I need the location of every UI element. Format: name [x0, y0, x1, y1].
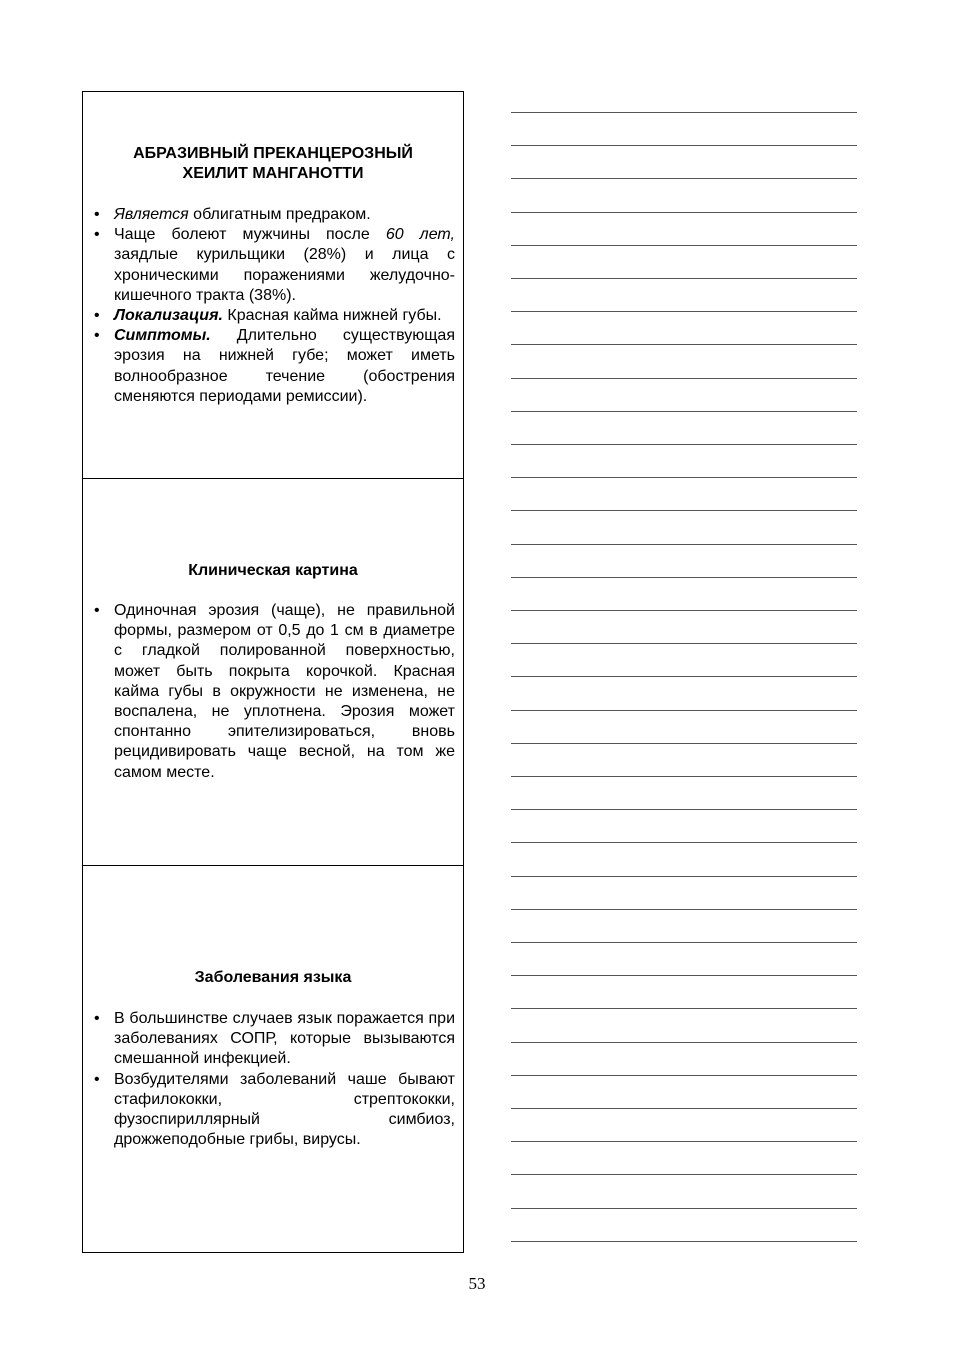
- bullet-text: Возбудителями заболеваний чаше бывают стафилококки, стрептококки, фузоспириллярный симбиоз, дрожжеподобные грибы, вирусы.: [114, 1070, 455, 1149]
- note-line: [511, 710, 857, 711]
- note-line: [511, 212, 857, 213]
- note-line: [511, 1108, 857, 1109]
- note-lines: [511, 0, 857, 1350]
- bullet-text: Является: [114, 206, 189, 223]
- note-line: [511, 411, 857, 412]
- note-line: [511, 477, 857, 478]
- card-title: АБРАЗИВНЫЙ ПРЕКАНЦЕРОЗНЫЙ ХЕИЛИТ МАНГАНОТТИ: [133, 145, 413, 182]
- note-line: [511, 544, 857, 545]
- note-line: [511, 444, 857, 445]
- bullet-text: Локализация.: [114, 307, 223, 325]
- bullet-text: В большинстве случаев язык поражается при заболеваниях СОПР, которые вызываются смешанной инфекцией.: [114, 1010, 455, 1068]
- bullet-list: [91, 205, 455, 407]
- note-line: [511, 643, 857, 644]
- note-line: [511, 178, 857, 179]
- note-line: [511, 1075, 857, 1076]
- slide-notes-column: [82, 91, 464, 1253]
- note-line: [511, 278, 857, 279]
- note-line: [511, 942, 857, 943]
- note-line: [511, 1174, 857, 1175]
- note-line: [511, 510, 857, 511]
- note-line: [511, 1008, 857, 1009]
- note-line: [511, 112, 857, 113]
- bullet-text: Красная кайма нижней губы.: [222, 307, 442, 325]
- card-title: Заболевания языка: [194, 969, 352, 986]
- note-line: [511, 876, 857, 877]
- note-line: [511, 311, 857, 312]
- bullet-text: Длительно существующая эрозия на нижней губе; может иметь волнообразное течение (обострения сменяются периодами ремиссии).: [114, 327, 455, 405]
- note-line: [511, 245, 857, 246]
- bullet-item: [91, 205, 455, 225]
- note-line: [511, 610, 857, 611]
- note-line: [511, 909, 857, 910]
- note-line: [511, 577, 857, 578]
- bullet-item: [91, 1070, 455, 1151]
- bullet-list: [91, 601, 455, 783]
- card-tongue-diseases: [83, 866, 463, 1252]
- bullet-item: [91, 326, 455, 407]
- bullet-item: [91, 601, 455, 783]
- bullet-item: [91, 225, 455, 306]
- note-line: [511, 809, 857, 810]
- note-line: [511, 743, 857, 744]
- bullet-list: [91, 1009, 455, 1150]
- bullet-text: Одиночная эрозия (чаще), не правильной формы, размером от 0,5 до 1 см в диаметре с гладкой полированной поверхностью, может быть покрыта корочкой. Красная кайма губы в окружности не изменена, не воспалена, не уплотнена. Эрозия может спонтанно эпителизироваться, вновь рецидивировать чаще весной, на том же самом месте.: [114, 602, 455, 781]
- note-line: [511, 975, 857, 976]
- note-line: [511, 776, 857, 777]
- bullet-text: Симптомы.: [114, 327, 211, 345]
- note-line: [511, 145, 857, 146]
- note-line: [511, 842, 857, 843]
- card-clinical-picture: [83, 479, 463, 866]
- note-line: [511, 1241, 857, 1242]
- note-line: [511, 676, 857, 677]
- bullet-item: [91, 306, 455, 326]
- bullet-text: 60 лет,: [385, 226, 456, 244]
- bullet-text: облигатным предраком.: [188, 206, 371, 223]
- bullet-text: Чаще болеют мужчины после: [114, 226, 386, 244]
- note-line: [511, 378, 857, 379]
- note-line: [511, 344, 857, 345]
- card-manganotti: [83, 92, 463, 479]
- card-title: Клиническая картина: [188, 562, 358, 579]
- note-line: [511, 1042, 857, 1043]
- note-line: [511, 1141, 857, 1142]
- note-line: [511, 1208, 857, 1209]
- bullet-item: [91, 1009, 455, 1070]
- bullet-text: заядлые курильщики (28%) и лица с хроническими поражениями желудочно-кишечного тракта (38%).: [114, 246, 455, 304]
- page-number: 53: [468, 1274, 486, 1293]
